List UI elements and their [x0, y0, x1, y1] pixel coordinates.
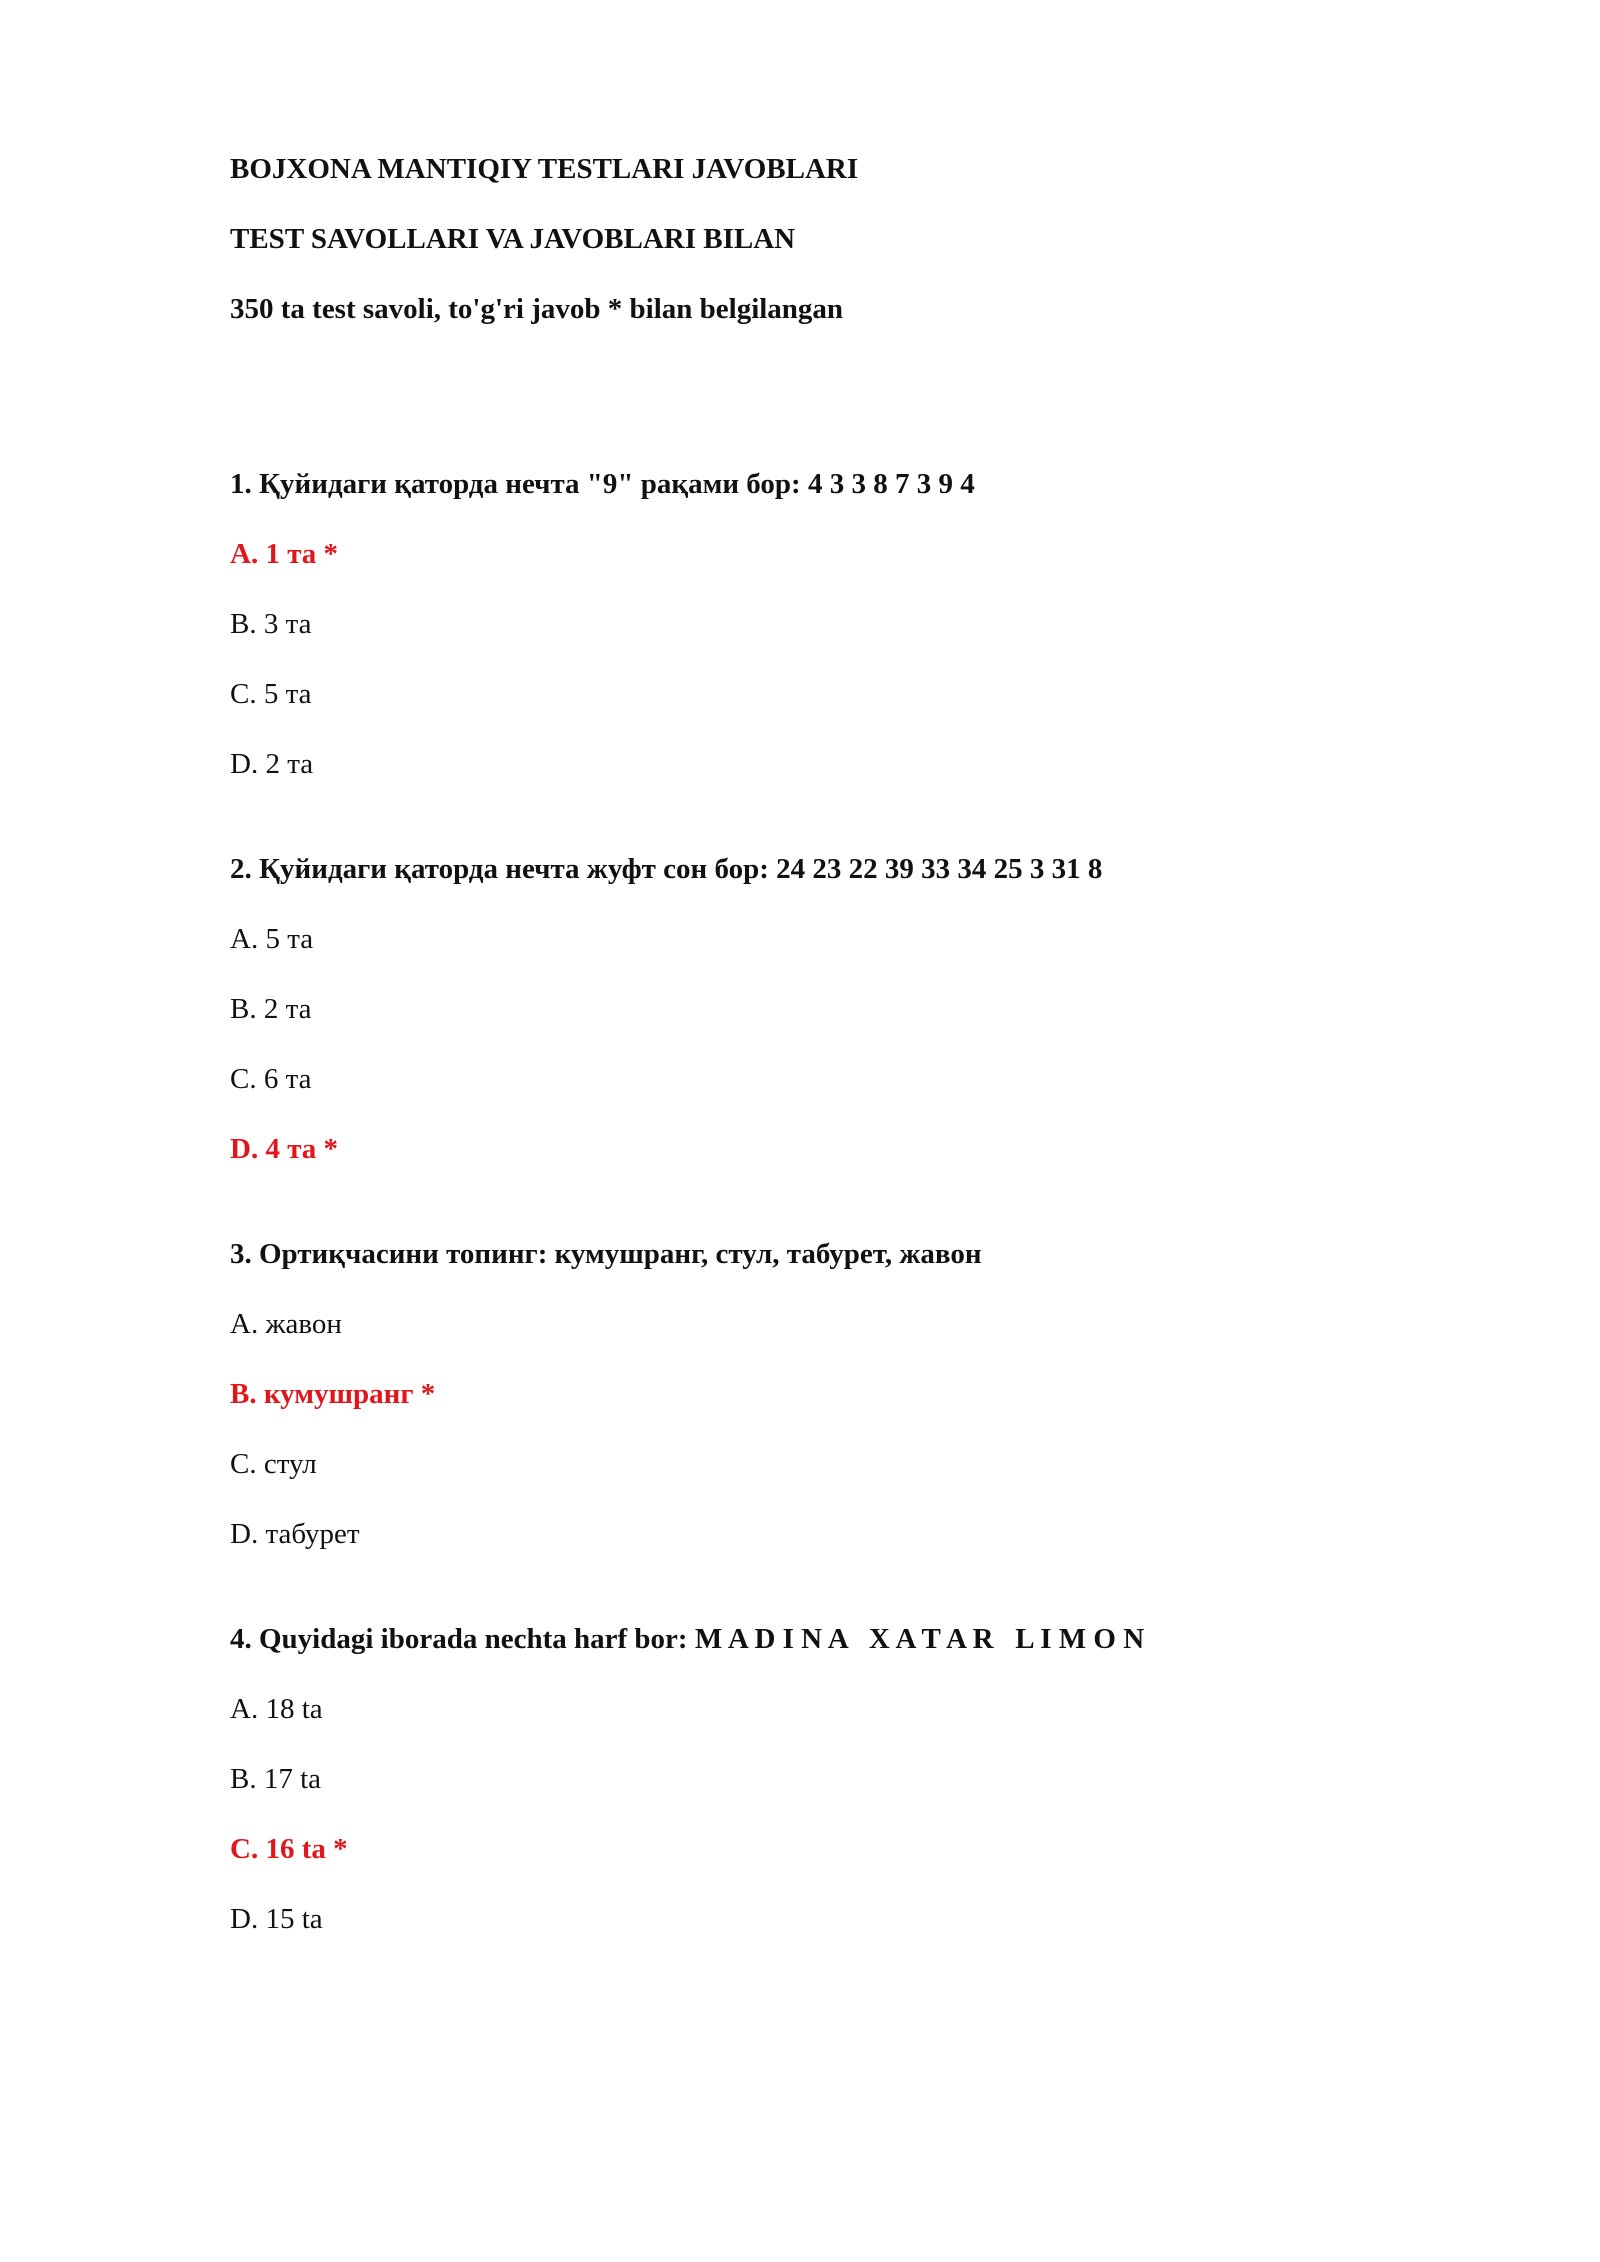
document-title: BOJXONA MANTIQIY TESTLARI JAVOBLARI	[230, 153, 859, 185]
question-block-3	[230, 1237, 1430, 1552]
correct-answer-option: D. 4 та *	[230, 1133, 339, 1165]
answer-option: C. 6 та	[230, 1063, 312, 1095]
correct-answer-option: C. 16 ta *	[230, 1833, 348, 1865]
document-note: 350 ta test savoli, to'g'ri javob * bilan belgilangan	[230, 293, 844, 325]
answer-option: C. стул	[230, 1448, 317, 1480]
answer-option: A. 18 ta	[230, 1693, 323, 1725]
question-text: 2. Қуйидаги қаторда нечта жуфт сон бор: 24 23 22 39 33 34 25 3 31 8	[230, 853, 1103, 885]
document-subtitle: TEST SAVOLLARI VA JAVOBLARI BILAN	[230, 223, 796, 255]
block-spacer	[230, 817, 1430, 852]
answer-option: A. жавон	[230, 1308, 342, 1340]
answer-option: C. 5 та	[230, 678, 312, 710]
header-spacer	[230, 327, 1430, 467]
document-content	[230, 152, 1430, 1972]
question-block-4	[230, 1622, 1430, 1937]
answer-option: B. 3 та	[230, 608, 312, 640]
answer-option: B. 17 ta	[230, 1763, 322, 1795]
question-block-1	[230, 467, 1430, 782]
answer-option: B. 2 та	[230, 993, 312, 1025]
answer-option: A. 5 та	[230, 923, 314, 955]
block-spacer	[230, 1587, 1430, 1622]
question-text: 3. Ортиқчасини топинг: кумушранг, стул, табурет, жавон	[230, 1238, 982, 1270]
answer-option: D. 15 ta	[230, 1903, 323, 1935]
correct-answer-option: B. кумушранг *	[230, 1378, 436, 1410]
block-spacer	[230, 1202, 1430, 1237]
question-block-2	[230, 852, 1430, 1167]
answer-option: D. 2 та	[230, 748, 314, 780]
correct-answer-option: A. 1 та *	[230, 538, 339, 570]
answer-option: D. табурет	[230, 1518, 360, 1550]
question-text: 4. Quyidagi iborada nechta harf bor: M A D I N A X A T A R L I M O N	[230, 1623, 1145, 1655]
question-text: 1. Қуйидаги қаторда нечта "9" рақами бор: 4 3 3 8 7 3 9 4	[230, 468, 975, 500]
